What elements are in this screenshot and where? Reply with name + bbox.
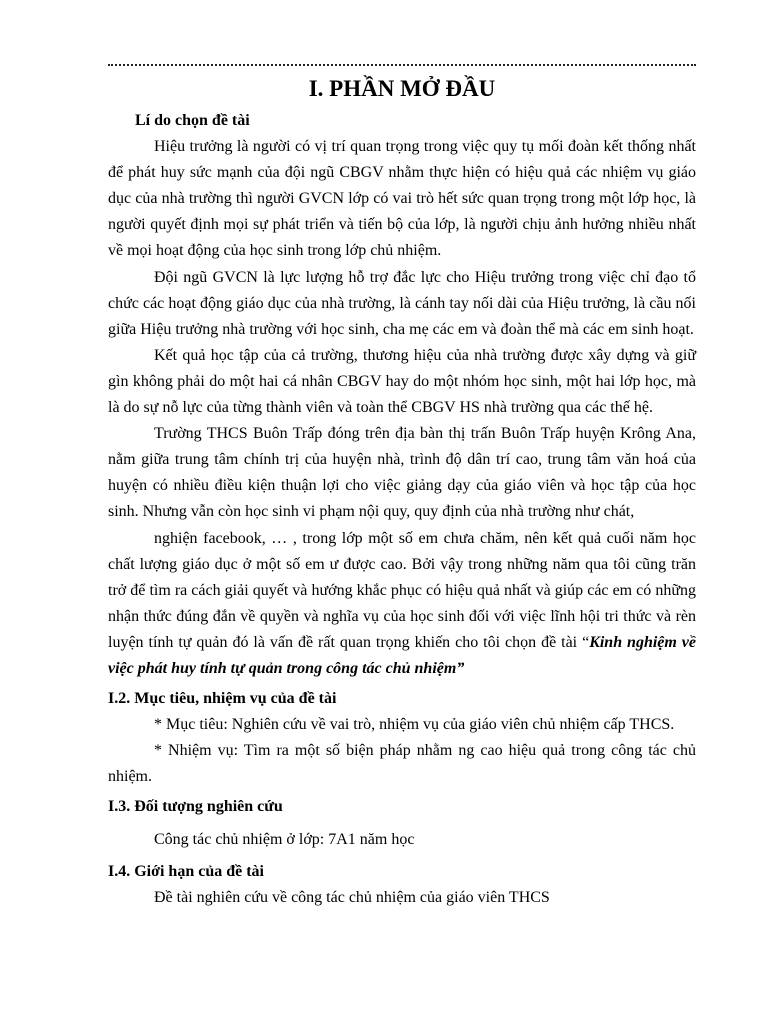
task-text: * Nhiệm vụ: Tìm ra một số biện pháp nhằm ng cao hiệu quả trong công tác chủ nhiệm. <box>108 742 696 786</box>
section-subject-heading: I.3. Đối tượng nghiên cứu <box>108 798 283 816</box>
topic-title: Kinh nghiệm về việc phát huy tính tự quản trong công tác chủ nhiệm” <box>108 633 696 677</box>
objective-text: * Mục tiêu: Nghiên cứu về vai trò, nhiệm vụ của giáo viên chủ nhiệm cấp THCS. <box>154 716 675 734</box>
subject-text: Công tác chủ nhiệm ở lớp: 7A1 năm học <box>154 830 415 848</box>
scope-text: Đề tài nghiên cứu về công tác chủ nhiệm của giáo viên THCS <box>154 888 550 906</box>
paragraph-principal-role: Hiệu trưởng là người có vị trí quan trọng trong việc quy tụ mối đoàn kết thống nhất để phát huy sức mạnh của đội ngũ CBGV nhằm thực hiện có hiệu quả các nhiệm vụ giáo dục của nhà trường thì người GVCN lớp có vai trò hết sức quan trọng trong một lớp học, là người quyết định mọi sự phát triển và tiến bộ của lớp, là người chịu ảnh hưởng nhiều nhất về mọi hoạt động của học sinh trong lớp chủ nhiệm. <box>108 138 696 260</box>
section-objectives-heading: I.2. Mục tiêu, nhiệm vụ của đề tài <box>108 690 337 708</box>
reason-heading: Lí do chọn đề tài <box>135 112 250 129</box>
section-scope-heading: I.4. Giới hạn của đề tài <box>108 862 264 880</box>
page-title: I. PHẦN MỞ ĐẦU <box>308 76 496 101</box>
top-dotted-rule <box>108 64 696 66</box>
paragraph-school-context: Trường THCS Buôn Trấp đóng trên địa bàn thị trấn Buôn Trấp huyện Krông Ana, nằm giữa trung tâm chính trị của huyện nhà, trình độ dân trí cao, trung tâm văn hoá của huyện có nhiều điều kiện thuận lợi cho việc giảng dạy của giáo viên và học tập của học sinh. Nhưng vẫn còn học sinh vi phạm nội quy, quy định của nhà trường như chát, <box>108 425 696 521</box>
document-body <box>108 108 696 911</box>
paragraph-motivation-text: nghiện facebook, … , trong lớp một số em chưa chăm, nên kết quả cuối năm học chất lượng giáo dục ở một số em ư được cao. Bởi vậy trong những năm qua tôi cũng trăn trở để tìm ra cách giải quyết và hướng khắc phục có hiệu quả nhất và giúp các em có những nhận thức đúng đắn về quyền và nghĩa vụ của học sinh đối với việc lĩnh hội tri thức và rèn luyện tính tự quản đó là vấn đề rất quan trọng khiến cho tôi chọn đề tài “ <box>108 529 696 651</box>
paragraph-motivation <box>108 526 696 683</box>
paragraph-school-results: Kết quả học tập của cả trường, thương hiệu của nhà trường được xây dựng và giữ gìn không phải do một hai cá nhân CBGV hay do một nhóm học sinh, một hai lớp học, mà là do sự nỗ lực của từng thành viên và toàn thể CBGV HS nhà trường qua các thế hệ. <box>108 346 696 417</box>
paragraph-homeroom-team: Đội ngũ GVCN là lực lượng hỗ trợ đắc lực cho Hiệu trưởng trong việc chỉ đạo tổ chức các hoạt động giáo dục của nhà trường, là cánh tay nối dài của Hiệu trưởng, là cầu nối giữa Hiệu trưởng nhà trường với học sinh, cha mẹ các em và đoàn thể mà các em sinh hoạt. <box>108 268 696 338</box>
